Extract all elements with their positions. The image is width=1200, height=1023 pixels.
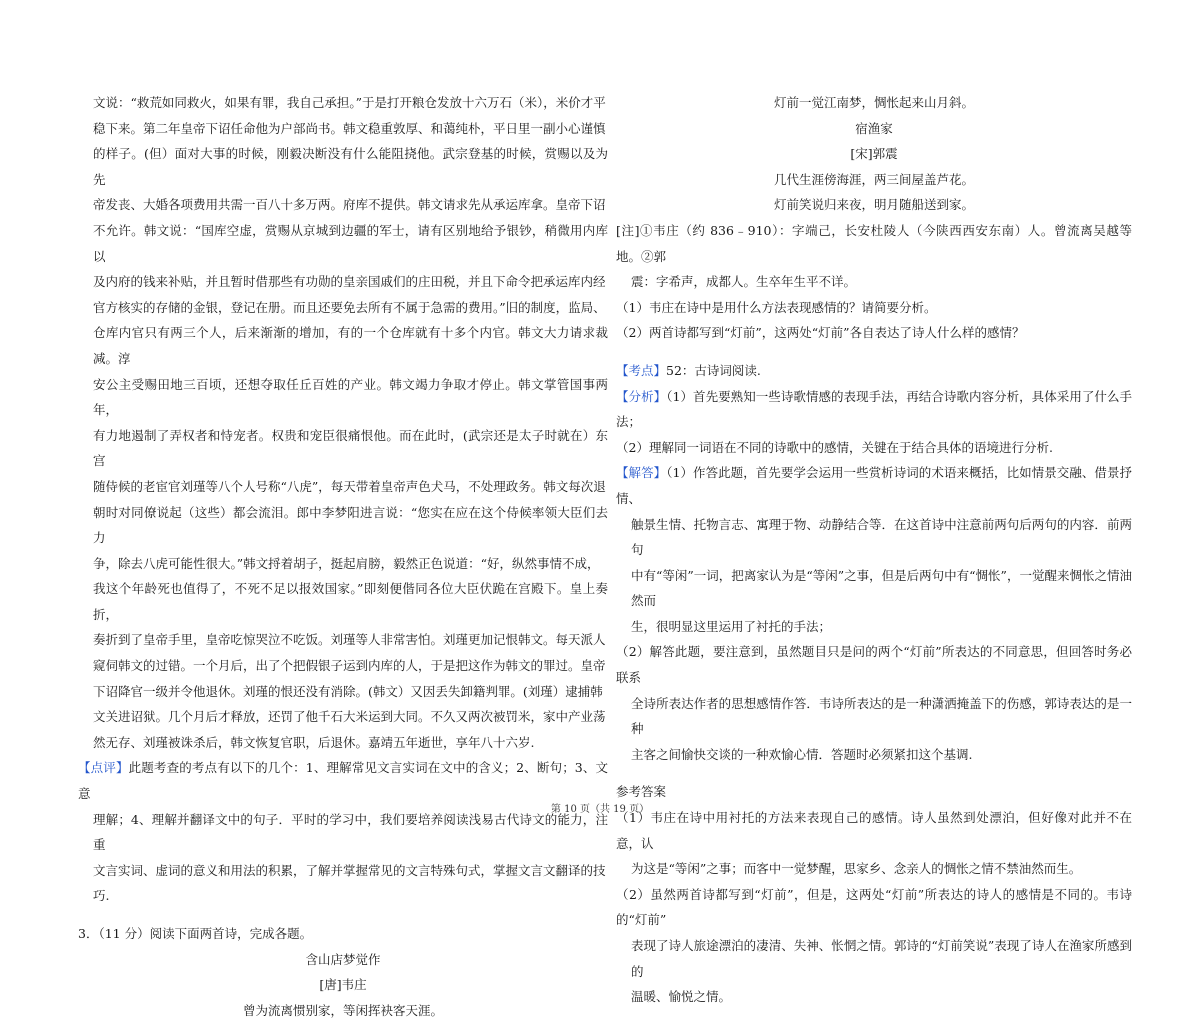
passage-line: 文说：“救荒如同救火，如果有罪，我自己承担。”于是打开粮仓发放十六万石（米），米价才平 <box>93 95 606 110</box>
fenxi-text: （1）首先要熟知一些诗歌情感的表现手法，再结合诗歌内容分析，具体采用了什么手法； <box>616 388 1132 430</box>
answer-line: 为这是“等闲”之事；而客中一觉梦醒，思家乡、念亲人的惆怅之情不禁油然而生。 <box>631 861 1082 877</box>
passage-line: 不允许。韩文说：“国库空虚，赏赐从京城到边疆的军士，请有区别地给予银钞，稍微用内库以 <box>93 222 608 264</box>
question-1: （1）韦庄在诗中是用什么方法表现感情的？请简要分析。 <box>616 299 937 315</box>
passage-line: 下诏降官一级并令他退休。刘瑾的恨还没有消除。(韩文）又因丢失卸籍判罪。(刘瑾）逮捕韩 <box>93 683 603 699</box>
passage-line: 奏折到了皇帝手里，皇帝吃惊哭泣不吃饭。刘瑾等人非常害怕。刘瑾更加记恨韩文。每天派人 <box>93 632 606 648</box>
jieda-line <box>616 460 1132 511</box>
passage-line: 窥伺韩文的过错。一个月后，出了个把假银子运到内库的人，于是把这作为韩文的罪过。皇帝 <box>93 658 606 674</box>
passage-line: 的样子。(但）面对大事的时候，刚毅决断没有什么能阻挠他。武宗登基的时候，赏赐以及为先 <box>93 146 608 187</box>
note-line: 震：字希声，成都人。生卒年生平不详。 <box>631 274 857 290</box>
page-number: 第 10 页（共 19 页） <box>550 804 650 815</box>
kaodian-tag: 【考点】 <box>616 362 667 378</box>
passage-line: 及内府的钱来补贴，并且暂时借那些有功勋的皇亲国戚们的庄田税，并且下命令把承运库内经 <box>93 274 606 290</box>
fenxi-line <box>616 384 1132 435</box>
comment-section <box>78 755 608 909</box>
passage-line: 朝时对同僚说起（这些）都会流泪。郎中李梦阳进言说：“您实在应在这个侍候率领大臣们去力 <box>93 504 608 546</box>
jieda-tag: 【解答】 <box>616 465 667 481</box>
jieda-line: （2）解答此题，要注意到，虽然题目只是问的两个“灯前”所表达的不同意思，但回答时务必联系 <box>616 644 1132 686</box>
kaodian-line <box>616 358 1132 384</box>
fenxi-line: （2）理解同一词语在不同的诗歌中的感情，关键在于结合具体的语境进行分析. <box>616 439 1053 455</box>
answer-line: 表现了诗人旅途漂泊的凄清、失神、怅惘之情。郭诗的“灯前笑说”表现了诗人在渔家所感到的 <box>631 938 1132 979</box>
kaodian-text: 52：古诗词阅读. <box>666 362 761 378</box>
passage-line: 随侍候的老宦官刘瑾等八个人号称“八虎”，每天带着皇帝声色犬马，不处理政务。韩文每次退 <box>93 478 606 494</box>
passage-line: 仓库内官只有两三个人，后来渐渐的增加，有的一个仓库就有十多个内官。韩文大力请求裁减。淳 <box>93 325 608 366</box>
comment-line: 巧. <box>93 888 110 904</box>
answer-line: （2）虽然两首诗都写到“灯前”，但是，这两处“灯前”所表达的诗人的感情是不同的。韦诗的“灯前” <box>616 886 1132 928</box>
left-column <box>78 90 608 1023</box>
note-line: [注]①韦庄（约 836﹣910）：字端己，长安杜陵人（今陕西西安东南）人。曾流离吴越等地。②郭 <box>616 222 1132 264</box>
comment-tag: 【点评】 <box>78 760 129 776</box>
poem2-line: 几代生涯傍海涯，两三间屋盖芦花。 <box>773 171 974 187</box>
jieda-line: 生，很明显这里运用了衬托的手法； <box>631 618 832 634</box>
passage-line: 稳下来。第二年皇帝下诏任命他为户部尚书。韩文稳重敦厚、和蔼纯朴，平日里一副小心谨慎 <box>93 120 606 136</box>
jieda-line: 中有“等闲”一词，把离家认为是“等闲”之事，但是后两句中有“惆怅”，一觉醒来惆怅之情油然而 <box>631 567 1132 609</box>
jieda-text: （1）作答此题，首先要学会运用一些赏析诗词的术语来概括，比如情景交融、借景抒情、 <box>616 465 1132 506</box>
poem2-line: 灯前笑说归来夜，明月随船送到家。 <box>773 197 974 213</box>
passage-line: 官方核实的存储的金银，登记在册。而且还要免去所有不属于急需的费用。”旧的制度，监局、 <box>93 299 606 315</box>
poem2-title: 宿渔家 <box>855 120 893 136</box>
jieda-line: 全诗所表达作者的思想感情作答．韦诗所表达的是一种潇洒掩盖下的伤感，郭诗表达的是一种 <box>631 695 1132 737</box>
passage-translation <box>78 90 608 755</box>
passage-line: 争，除去八虎可能性很大。”韩文捋着胡子，挺起肩膀，毅然正色说道：“好，纵然事情不成， <box>93 555 600 571</box>
question-2: （2）两首诗都写到“灯前”，这两处“灯前”各自表达了诗人什么样的感情？ <box>616 325 1025 341</box>
passage-line: 我这个年龄死也值得了，不死不足以报效国家。”即刻便偕同各位大臣伏跪在宫殿下。皇上奏折， <box>93 581 608 622</box>
passage-line: 安公主受赐田地三百顷，还想夺取任丘百姓的产业。韩文竭力争取才停止。韩文掌管国事两年， <box>93 376 608 418</box>
comment-line: 文言实词、虚词的意义和用法的积累，了解并掌握常见的文言特殊句式，掌握文言文翻译的技 <box>93 862 606 878</box>
poem1-line: 灯前一觉江南梦，惆怅起来山月斜。 <box>773 95 974 110</box>
passage-line: 有力地遏制了弄权者和恃宠者。权贵和宠臣很痛恨他。而在此时，(武宗还是太子时就在）东宫 <box>93 427 608 469</box>
poem1-title: 含山店梦觉作 <box>305 951 381 967</box>
fenxi-tag: 【分析】 <box>616 388 667 404</box>
right-column <box>616 90 1132 1010</box>
passage-line: 文关进诏狱。几个月后才释放，还罚了他千石大米运到大同。不久又两次被罚米，家中产业荡 <box>93 709 606 725</box>
answer-header: 参考答案 <box>616 784 667 800</box>
comment-line <box>78 755 608 806</box>
answer-line: （1）韦庄在诗中用衬托的方法来表现自己的感情。诗人虽然到处漂泊，但好像对此并不在意，认 <box>616 810 1132 851</box>
passage-line: 帝发丧、大婚各项费用共需一百八十多万两。府库不提供。韩文请求先从承运库拿。皇帝下诏 <box>93 197 606 213</box>
jieda-line: 主客之间愉快交谈的一种欢愉心情．答题时必须紧扣这个基调. <box>631 746 973 762</box>
answer-line: 温暖、愉悦之情。 <box>631 989 732 1005</box>
question-header: 3．（11 分）阅读下面两首诗，完成各题。 <box>78 926 313 941</box>
poem1-line: 曾为流离惯别家，等闲挥袂客天涯。 <box>242 1002 443 1018</box>
comment-line: 理解；4、理解并翻译文中的句子．平时的学习中，我们要培养阅读浅易古代诗文的能力，注重 <box>93 811 608 853</box>
jieda-line: 触景生情、托物言志、寓理于物、动静结合等．在这首诗中注意前两句后两句的内容．前两句 <box>631 516 1132 558</box>
poem2-author: [宋]郭震 <box>850 146 898 162</box>
passage-line: 然无存、刘瑾被诛杀后，韩文恢复官职，后退休。嘉靖五年逝世，享年八十六岁. <box>93 734 535 750</box>
comment-text: 此题考查的考点有以下的几个：1、理解常见文言实词在文中的含义；2、断句；3、文意 <box>78 760 608 802</box>
poem1-author: [唐]韦庄 <box>319 977 367 993</box>
